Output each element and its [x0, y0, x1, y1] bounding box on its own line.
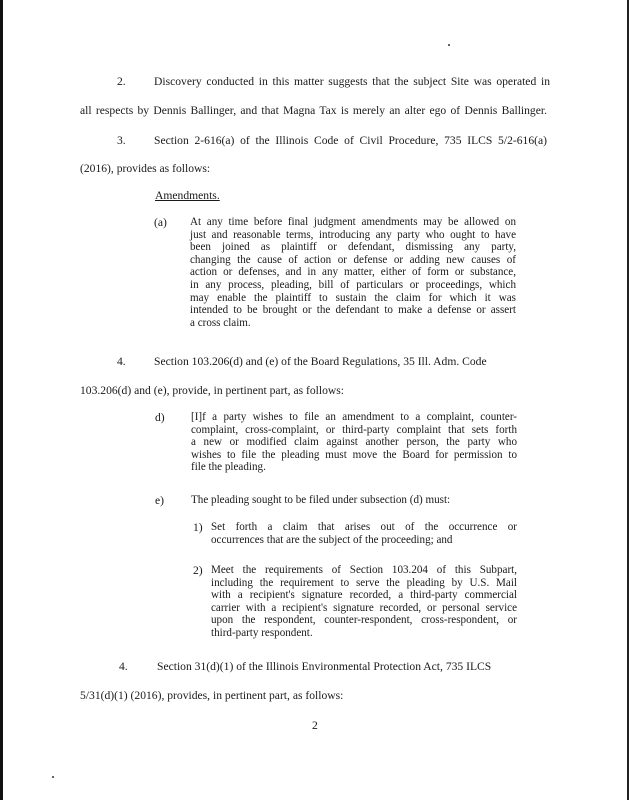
paragraph-number: 4.: [117, 355, 126, 368]
quote-line: just and reasonable terms, introducing any party who ought to have: [190, 228, 516, 241]
page-number: 2: [312, 719, 318, 732]
quote-line: wishes to file the pleading must move the Board for permission to: [191, 448, 517, 461]
quote-label: 1): [193, 521, 203, 534]
quote-block: [190, 216, 516, 329]
quote-line: a new or modified claim against another person, the party who: [191, 436, 517, 449]
paragraph-number: 2.: [117, 75, 126, 88]
paragraph-text: Section 2-616(a) of the Illinois Code of Civil Procedure, 735 ILCS 5/2-616(a): [154, 134, 547, 147]
quote-line: with a recipient's signature recorded, a third-party commercial: [211, 589, 517, 602]
quote-line: [I]f a party wishes to file an amendment to a complaint, counter-: [191, 411, 517, 423]
paragraph-text: (2016), provides as follows:: [80, 162, 211, 175]
scan-speck: [448, 44, 450, 46]
quote-line: been joined as plaintiff or defendant, dismissing any party,: [190, 241, 516, 254]
paragraph-number: 4.: [119, 660, 128, 673]
paragraph-text: Discovery conducted in this matter suggests that the subject Site was operated in: [154, 75, 550, 88]
quote-label: d): [155, 411, 165, 424]
quote-line: in any process, pleading, bill of particulars or proceedings, which: [190, 278, 516, 291]
paragraph-text: all respects by Dennis Ballinger, and that Magna Tax is merely an alter ego of Dennis Ballinger.: [80, 104, 547, 117]
quote-line: occurrences that are the subject of the proceeding; and: [211, 533, 453, 546]
quote-line: At any time before final judgment amendments may be allowed on: [190, 216, 516, 228]
quote-line: carrier with a recipient's signature recorded, or personal service: [211, 601, 517, 614]
paragraph-text: Section 31(d)(1) of the Illinois Environmental Protection Act, 735 ILCS: [157, 660, 492, 673]
quote-line: complaint, cross-complaint, or third-party complaint that sets forth: [191, 423, 517, 436]
quote-line: The pleading sought to be filed under subsection (d) must:: [191, 494, 451, 506]
quote-label: (a): [154, 216, 167, 229]
quote-block: [211, 564, 517, 640]
scan-speck: [52, 776, 54, 778]
paragraph-text: Section 103.206(d) and (e) of the Board Regulations, 35 Ill. Adm. Code: [154, 355, 487, 368]
quote-line: third-party respondent.: [211, 626, 313, 639]
paragraph-text: 5/31(d)(1) (2016), provides, in pertinent part, as follows:: [80, 689, 344, 702]
quote-heading: Amendments.: [155, 189, 220, 202]
quote-label: e): [155, 494, 165, 507]
quote-line: a cross claim.: [190, 316, 251, 329]
quote-line: may enable the plaintiff to sustain the claim for which it was: [190, 291, 516, 304]
quote-line: Set forth a claim that arises out of the occurrence or: [211, 521, 517, 533]
scan-edge-left: [0, 0, 3, 800]
quote-line: Meet the requirements of Section 103.204 of this Subpart,: [211, 564, 517, 576]
quote-line: changing the cause of action or defense or adding new causes of: [190, 253, 516, 266]
quote-block: [211, 521, 517, 546]
paragraph-text: 103.206(d) and (e), provide, in pertinent part, as follows:: [80, 384, 345, 397]
quote-line: upon the respondent, counter-respondent, cross-respondent, or: [211, 614, 517, 627]
paragraph-number: 3.: [117, 134, 126, 147]
quote-line: including the requirement to serve the pleading by U.S. Mail: [211, 576, 517, 589]
quote-label: 2): [193, 564, 203, 577]
quote-line: action or defenses, and in any matter, either of form or substance,: [190, 266, 516, 279]
quote-block: [191, 411, 517, 474]
quote-line: file the pleading.: [191, 461, 266, 474]
quote-line: intended to be brought or the defendant to make a defense or assert: [190, 304, 516, 317]
